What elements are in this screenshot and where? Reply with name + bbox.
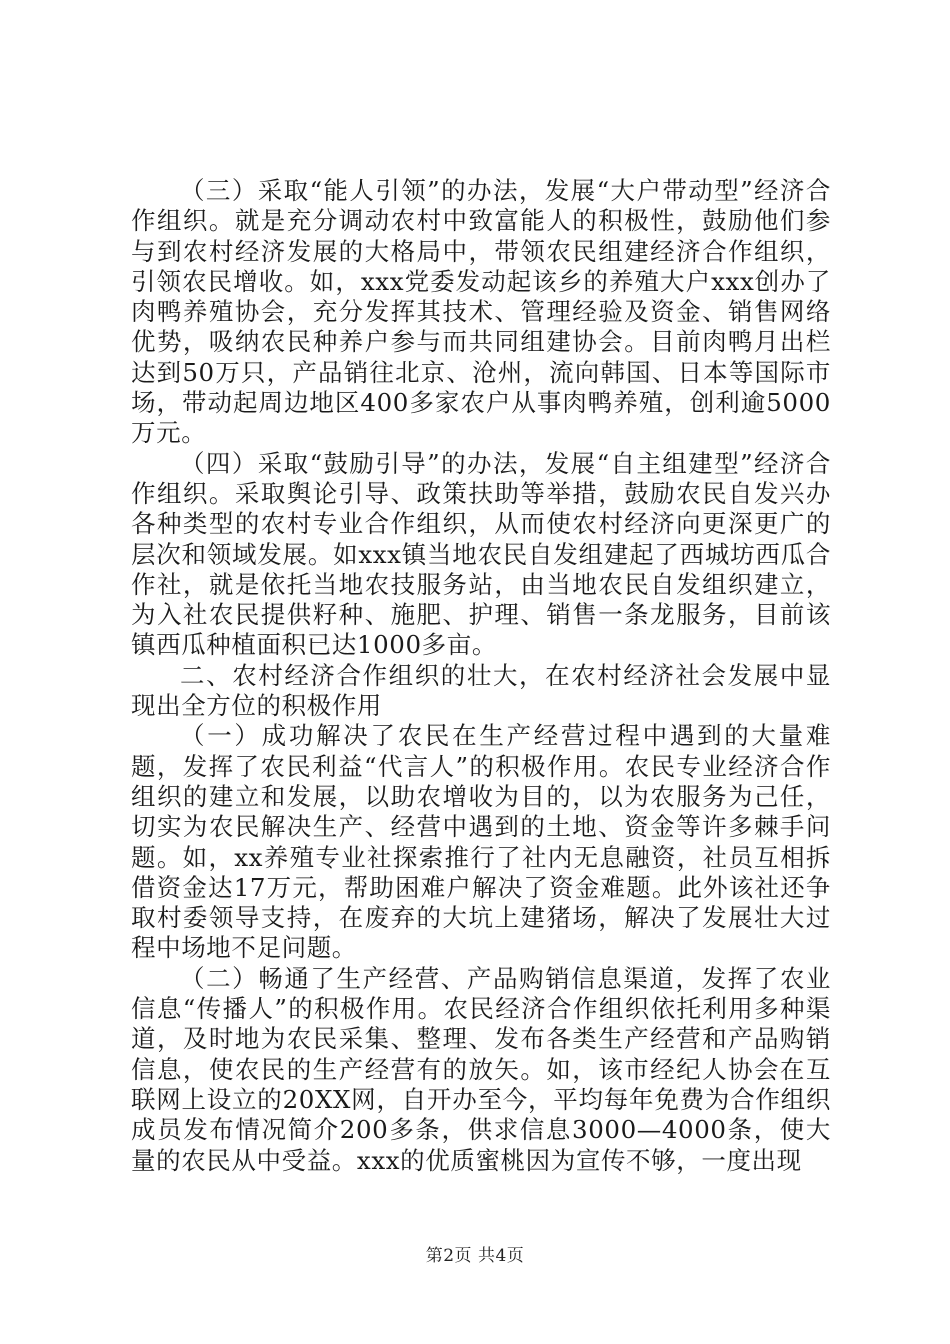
paragraph-er: （二）畅通了生产经营、产品购销信息渠道，发挥了农业信息“传播人”的积极作用。农民经济合作组织依托利用多种渠道，及时地为农民采集、整理、发布各类生产经营和产品购销信息，使农民的生产经营有的放矢。如，该市经纪人协会在互联网上设立的20XX网，自开办至今，平均每年免费为合作组织成员发布情况简介200多条，供求信息3000—4000条，使大量的农民从中受益。xxx的优质蜜桃因为宣传不够，一度出现 xyxy=(131,963,831,1175)
document-body xyxy=(131,176,831,1176)
section-heading-two: 二、农村经济合作组织的壮大，在农村经济社会发展中显现出全方位的积极作用 xyxy=(131,660,831,721)
paragraph-san: （三）采取“能人引领”的办法，发展“大户带动型”经济合作组织。就是充分调动农村中致富能人的积极性，鼓励他们参与到农村经济发展的大格局中，带领农民组建经济合作组织，引领农民增收。如，xxx党委发动起该乡的养殖大户xxx创办了肉鸭养殖协会，充分发挥其技术、管理经验及资金、销售网络优势，吸纳农民种养户参与而共同组建协会。目前肉鸭月出栏达到50万只，产品销往北京、沧州，流向韩国、日本等国际市场，带动起周边地区400多家农户从事肉鸭养殖，创利逾5000万元。 xyxy=(131,176,831,448)
paragraph-si: （四）采取“鼓励引导”的办法，发展“自主组建型”经济合作组织。采取舆论引导、政策扶助等举措，鼓励农民自发兴办各种类型的农村专业合作组织，从而使农村经济向更深更广的层次和领域发展。如xxx镇当地农民自发组建起了西城坊西瓜合作社，就是依托当地农技服务站，由当地农民自发组织建立，为入社农民提供籽种、施肥、护理、销售一条龙服务，目前该镇西瓜种植面积已达1000多亩。 xyxy=(131,448,831,660)
paragraph-yi: （一）成功解决了农民在生产经营过程中遇到的大量难题，发挥了农民利益“代言人”的积极作用。农民专业经济合作组织的建立和发展，以助农增收为目的，以为农服务为己任，切实为农民解决生产、经营中遇到的土地、资金等许多棘手问题。如，xx养殖专业社探索推行了社内无息融资，社员互相拆借资金达17万元，帮助困难户解决了资金难题。此外该社还争取村委领导支持，在废弃的大坑上建猪场，解决了发展壮大过程中场地不足问题。 xyxy=(131,721,831,963)
page-number-footer: 第2页 共4页 xyxy=(425,1246,525,1266)
